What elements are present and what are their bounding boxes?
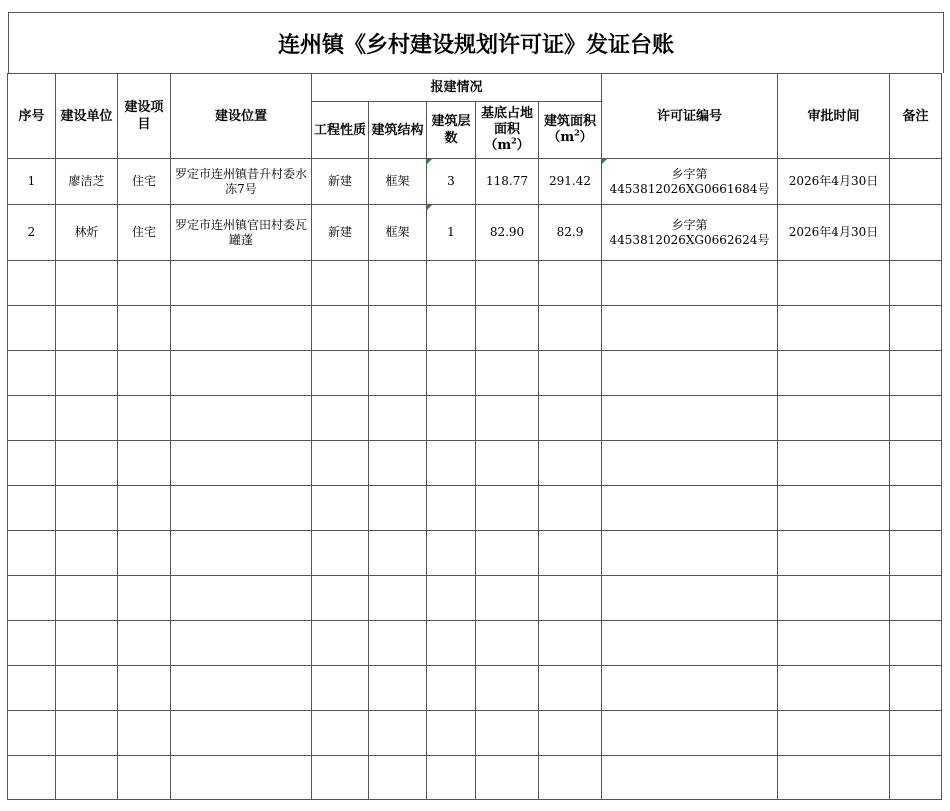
cell-structure: 框架 — [369, 159, 427, 205]
empty-cell — [427, 486, 476, 531]
empty-cell — [8, 531, 56, 576]
empty-cell — [778, 576, 890, 621]
empty-cell — [118, 711, 171, 756]
page-title: 连州镇《乡村建设规划许可证》发证台账 — [8, 12, 944, 73]
empty-cell — [369, 486, 427, 531]
header-floors: 建筑层数 — [427, 102, 476, 159]
empty-cell — [778, 306, 890, 351]
empty-cell — [56, 531, 118, 576]
empty-cell — [427, 261, 476, 306]
empty-cell — [476, 351, 539, 396]
empty-cell — [171, 261, 312, 306]
empty-cell — [539, 351, 602, 396]
empty-cell — [890, 576, 942, 621]
cell-structure: 框架 — [369, 205, 427, 261]
empty-cell — [476, 711, 539, 756]
empty-cell — [890, 531, 942, 576]
empty-cell — [171, 711, 312, 756]
empty-cell — [778, 486, 890, 531]
empty-cell — [312, 756, 369, 800]
empty-cell — [890, 756, 942, 800]
empty-cell — [369, 756, 427, 800]
empty-cell — [171, 666, 312, 711]
empty-cell — [602, 441, 778, 486]
empty-cell — [8, 351, 56, 396]
empty-cell — [427, 621, 476, 666]
empty-cell — [56, 576, 118, 621]
empty-cell — [602, 576, 778, 621]
header-base-area-unit-tail: ） — [516, 138, 530, 153]
empty-row — [8, 261, 942, 306]
empty-cell — [539, 261, 602, 306]
header-build-area-label: 建筑面积（m — [543, 114, 596, 145]
empty-cell — [369, 351, 427, 396]
empty-cell — [118, 531, 171, 576]
empty-cell — [602, 351, 778, 396]
empty-cell — [8, 621, 56, 666]
header-build-area-unit-tail: ） — [579, 130, 593, 145]
empty-cell — [8, 711, 56, 756]
empty-cell — [427, 441, 476, 486]
empty-cell — [539, 306, 602, 351]
cell-floors: 1 — [427, 205, 476, 261]
empty-cell — [171, 351, 312, 396]
empty-cell — [312, 576, 369, 621]
empty-cell — [312, 621, 369, 666]
header-base-area-unit: （m — [484, 138, 512, 153]
empty-cell — [539, 576, 602, 621]
empty-cell — [890, 441, 942, 486]
cell-base-area: 118.77 — [476, 159, 539, 205]
empty-cell — [56, 351, 118, 396]
empty-row — [8, 396, 942, 441]
table-row — [8, 205, 942, 261]
empty-cell — [118, 261, 171, 306]
empty-cell — [602, 486, 778, 531]
empty-cell — [312, 396, 369, 441]
empty-cell — [427, 351, 476, 396]
empty-cell — [312, 531, 369, 576]
empty-cell — [369, 261, 427, 306]
empty-cell — [171, 306, 312, 351]
cell-remark — [890, 159, 942, 205]
cell-remark — [890, 205, 942, 261]
empty-cell — [427, 306, 476, 351]
empty-cell — [602, 306, 778, 351]
header-remark: 备注 — [890, 74, 942, 159]
empty-cell — [539, 711, 602, 756]
empty-cell — [890, 396, 942, 441]
empty-cell — [602, 261, 778, 306]
empty-cell — [539, 531, 602, 576]
empty-cell — [369, 306, 427, 351]
empty-row — [8, 576, 942, 621]
empty-cell — [476, 396, 539, 441]
empty-cell — [778, 396, 890, 441]
empty-cell — [8, 396, 56, 441]
empty-row — [8, 306, 942, 351]
empty-cell — [427, 531, 476, 576]
empty-cell — [8, 306, 56, 351]
empty-cell — [778, 351, 890, 396]
empty-cell — [118, 441, 171, 486]
header-base-area-label: 基底占地面积 — [480, 106, 533, 137]
cell-unit: 廖洁芝 — [56, 159, 118, 205]
cell-nature: 新建 — [312, 159, 369, 205]
empty-cell — [171, 621, 312, 666]
empty-cell — [778, 621, 890, 666]
cell-location: 罗定市连州镇官田村委瓦罐蓬 — [171, 205, 312, 261]
empty-cell — [539, 666, 602, 711]
empty-cell — [476, 441, 539, 486]
header-build-area — [539, 102, 602, 159]
empty-cell — [118, 486, 171, 531]
empty-cell — [602, 666, 778, 711]
cell-permit: 乡字第4453812026XG0662624号 — [602, 205, 778, 261]
cell-floors: 3 — [427, 159, 476, 205]
empty-cell — [369, 576, 427, 621]
empty-cell — [476, 261, 539, 306]
empty-cell — [369, 666, 427, 711]
empty-cell — [8, 756, 56, 800]
empty-cell — [369, 441, 427, 486]
empty-cell — [602, 531, 778, 576]
cell-project: 住宅 — [118, 205, 171, 261]
empty-cell — [312, 441, 369, 486]
header-base-area — [476, 102, 539, 159]
empty-cell — [171, 756, 312, 800]
empty-cell — [539, 621, 602, 666]
empty-cell — [778, 531, 890, 576]
empty-cell — [476, 531, 539, 576]
empty-cell — [312, 486, 369, 531]
empty-cell — [476, 756, 539, 800]
header-build-area-sup: 2 — [574, 127, 580, 138]
header-unit: 建设单位 — [56, 74, 118, 159]
cell-build-area: 82.9 — [539, 205, 602, 261]
ledger-table — [7, 73, 942, 800]
empty-cell — [118, 666, 171, 711]
cell-permit: 乡字第4453812026XG0661684号 — [602, 159, 778, 205]
empty-cell — [778, 756, 890, 800]
empty-cell — [171, 531, 312, 576]
empty-cell — [56, 711, 118, 756]
empty-cell — [476, 306, 539, 351]
empty-cell — [602, 396, 778, 441]
empty-cell — [427, 666, 476, 711]
header-permit: 许可证编号 — [602, 74, 778, 159]
empty-cell — [476, 666, 539, 711]
cell-nature: 新建 — [312, 205, 369, 261]
empty-cell — [539, 396, 602, 441]
cell-project: 住宅 — [118, 159, 171, 205]
empty-row — [8, 351, 942, 396]
empty-cell — [427, 711, 476, 756]
empty-cell — [476, 576, 539, 621]
empty-cell — [476, 486, 539, 531]
empty-cell — [118, 576, 171, 621]
empty-row — [8, 531, 942, 576]
empty-cell — [312, 306, 369, 351]
header-nature: 工程性质 — [312, 102, 369, 159]
header-location: 建设位置 — [171, 74, 312, 159]
empty-cell — [890, 621, 942, 666]
empty-cell — [890, 486, 942, 531]
empty-cell — [8, 486, 56, 531]
empty-cell — [56, 396, 118, 441]
cell-base-area: 82.90 — [476, 205, 539, 261]
header-project: 建设项目 — [118, 74, 171, 159]
empty-cell — [171, 486, 312, 531]
header-date: 审批时间 — [778, 74, 890, 159]
empty-cell — [8, 441, 56, 486]
empty-row — [8, 756, 942, 800]
empty-cell — [56, 666, 118, 711]
empty-cell — [312, 711, 369, 756]
empty-cell — [56, 756, 118, 800]
empty-cell — [890, 261, 942, 306]
empty-cell — [118, 396, 171, 441]
empty-row — [8, 441, 942, 486]
empty-cell — [118, 351, 171, 396]
empty-cell — [312, 351, 369, 396]
empty-cell — [539, 486, 602, 531]
empty-cell — [369, 531, 427, 576]
empty-row — [8, 621, 942, 666]
empty-cell — [118, 756, 171, 800]
empty-cell — [539, 441, 602, 486]
empty-cell — [56, 621, 118, 666]
empty-cell — [171, 441, 312, 486]
empty-cell — [171, 396, 312, 441]
empty-cell — [171, 576, 312, 621]
empty-cell — [369, 711, 427, 756]
header-group: 报建情况 — [312, 74, 602, 102]
empty-cell — [476, 621, 539, 666]
empty-cell — [427, 756, 476, 800]
empty-cell — [427, 396, 476, 441]
empty-cell — [602, 621, 778, 666]
empty-rows — [8, 261, 942, 800]
table-row — [8, 159, 942, 205]
empty-cell — [778, 261, 890, 306]
empty-cell — [890, 666, 942, 711]
empty-cell — [369, 621, 427, 666]
cell-seq: 1 — [8, 159, 56, 205]
empty-cell — [778, 441, 890, 486]
cell-unit: 林炘 — [56, 205, 118, 261]
cell-date: 2026年4月30日 — [778, 159, 890, 205]
empty-cell — [369, 396, 427, 441]
cell-location: 罗定市连州镇昔升村委水冻7号 — [171, 159, 312, 205]
empty-row — [8, 666, 942, 711]
header-structure: 建筑结构 — [369, 102, 427, 159]
empty-cell — [56, 306, 118, 351]
empty-cell — [56, 486, 118, 531]
empty-cell — [539, 756, 602, 800]
cell-seq: 2 — [8, 205, 56, 261]
empty-cell — [8, 576, 56, 621]
empty-cell — [118, 306, 171, 351]
empty-cell — [890, 306, 942, 351]
empty-cell — [778, 666, 890, 711]
cell-date: 2026年4月30日 — [778, 205, 890, 261]
empty-cell — [8, 666, 56, 711]
empty-row — [8, 486, 942, 531]
empty-cell — [890, 351, 942, 396]
empty-row — [8, 711, 942, 756]
empty-cell — [602, 711, 778, 756]
empty-cell — [778, 711, 890, 756]
empty-cell — [890, 711, 942, 756]
empty-cell — [312, 666, 369, 711]
cell-build-area: 291.42 — [539, 159, 602, 205]
header-seq: 序号 — [8, 74, 56, 159]
header-base-area-sup: 2 — [511, 135, 517, 146]
empty-cell — [427, 576, 476, 621]
empty-cell — [602, 756, 778, 800]
empty-cell — [118, 621, 171, 666]
empty-cell — [56, 441, 118, 486]
empty-cell — [8, 261, 56, 306]
empty-cell — [312, 261, 369, 306]
empty-cell — [56, 261, 118, 306]
